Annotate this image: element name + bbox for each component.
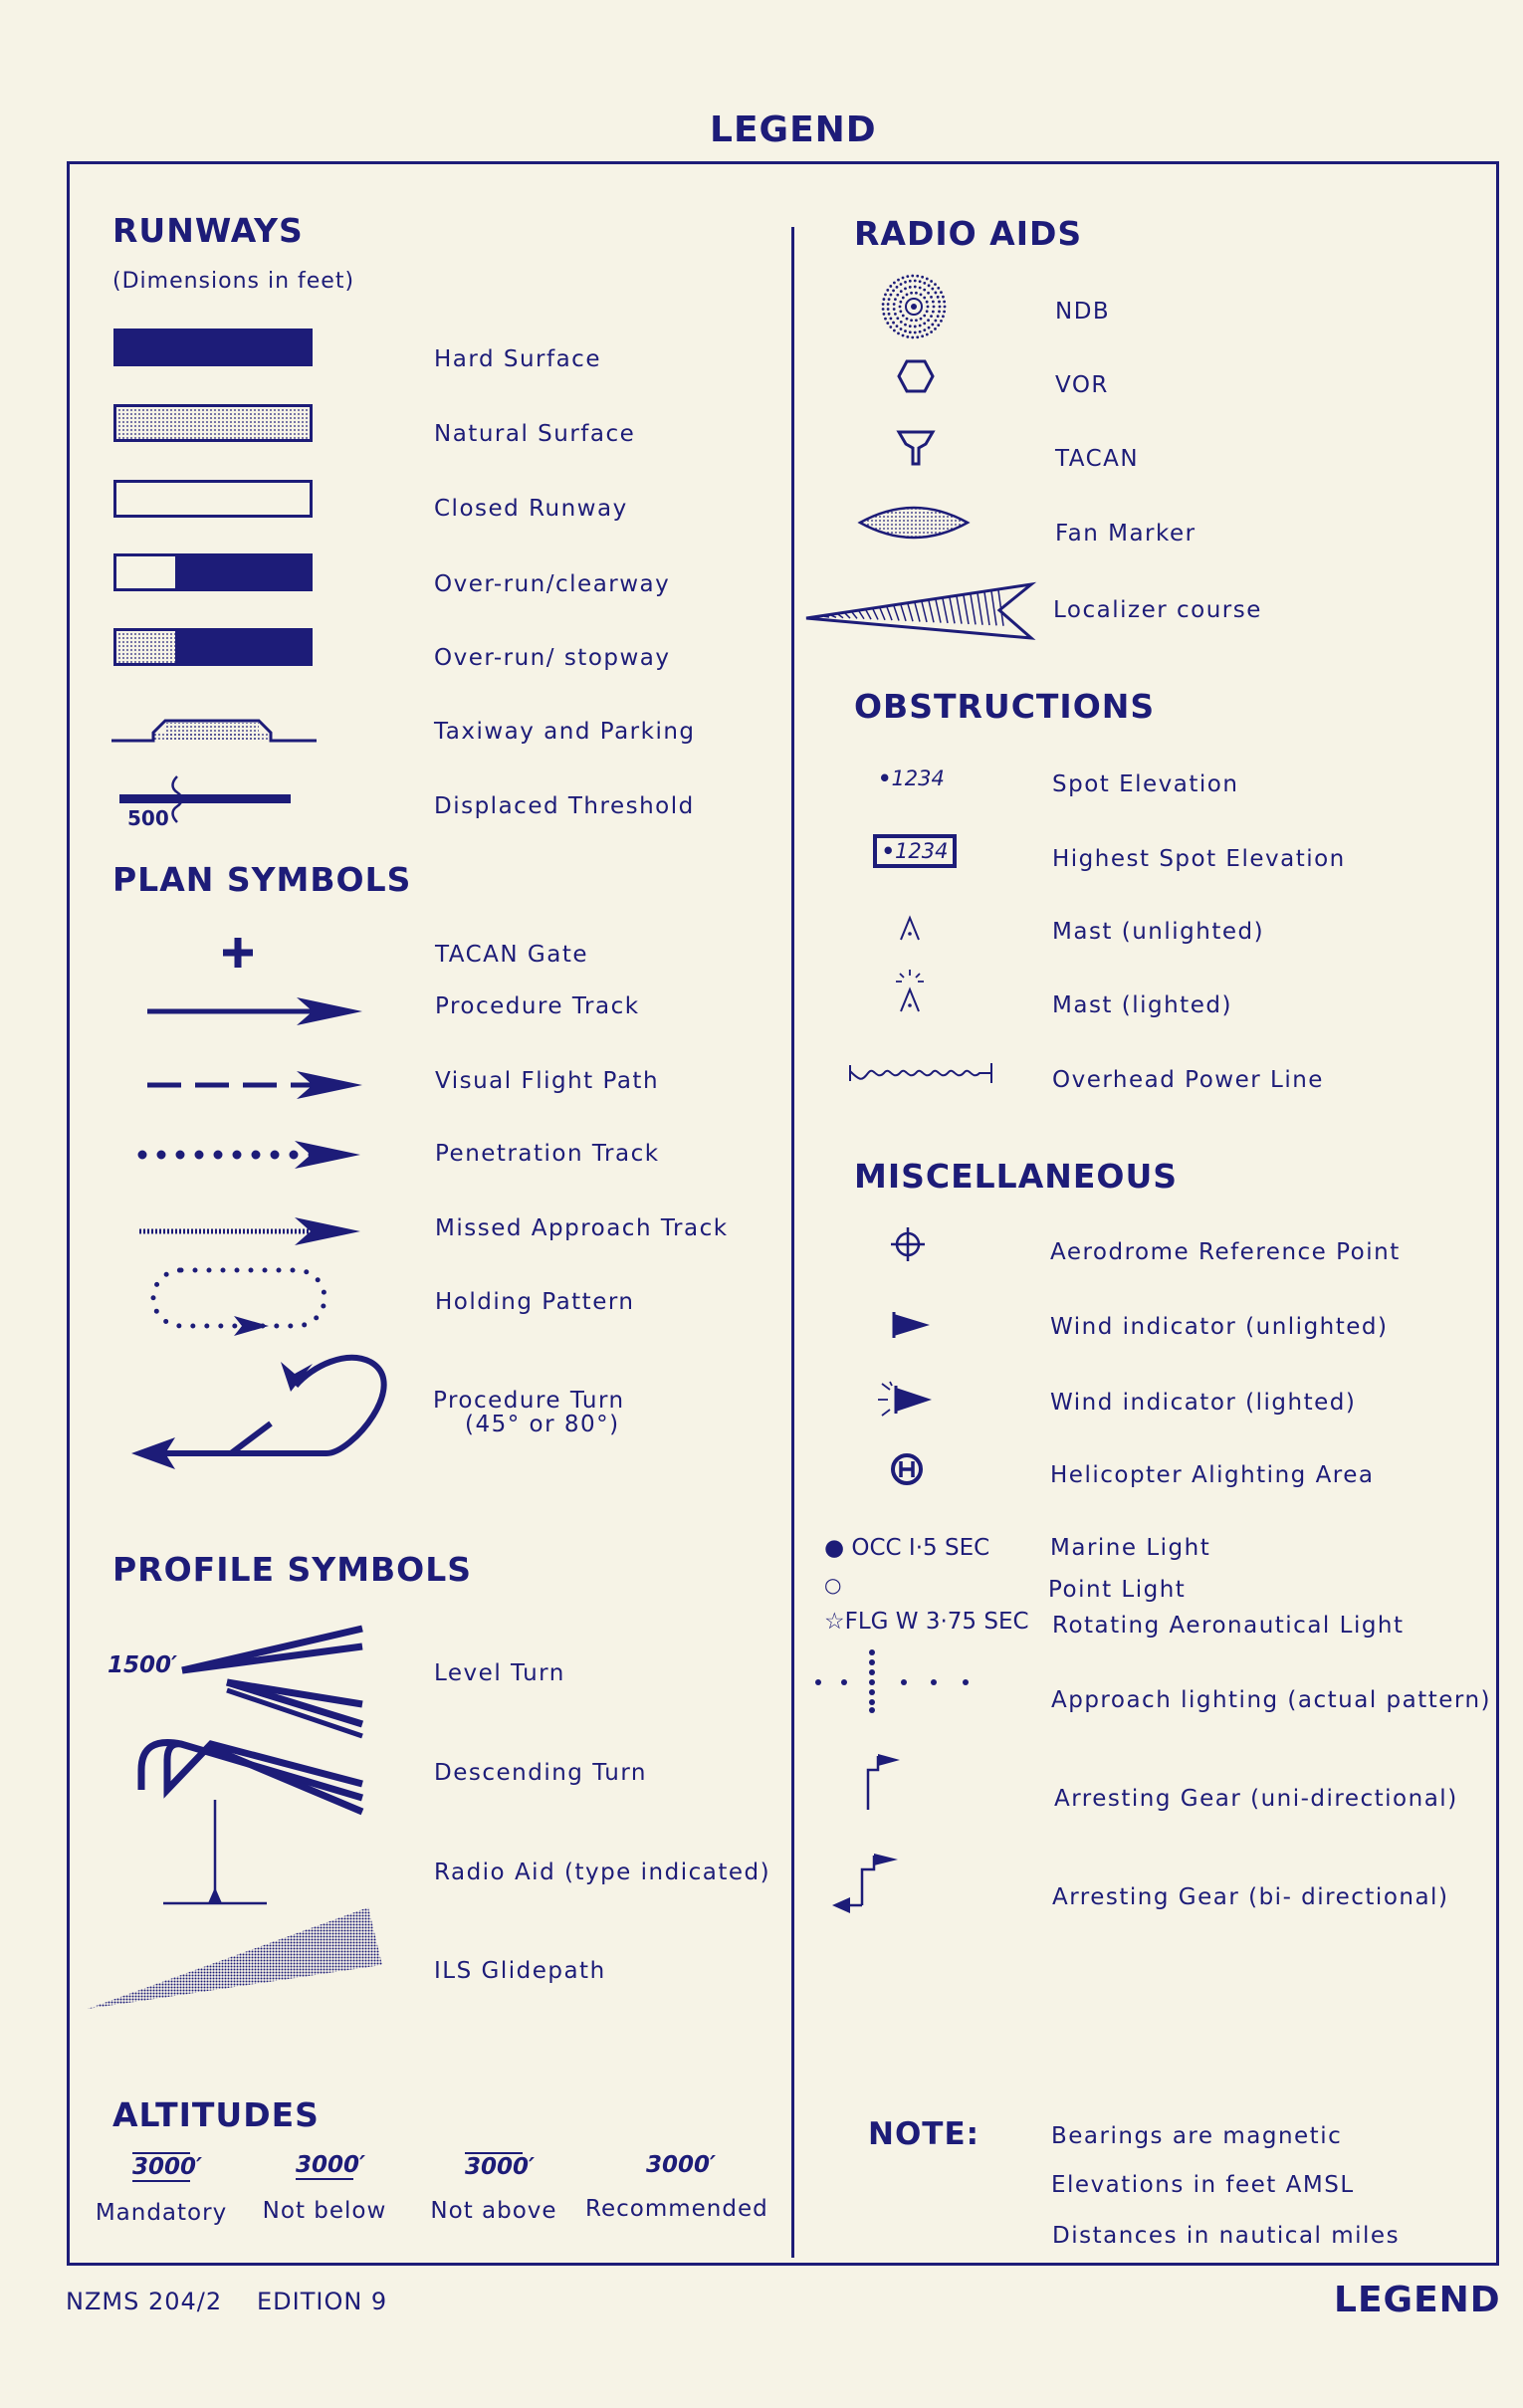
- mast-unlighted-symbol: [898, 914, 922, 942]
- profile-altitude-sample: 1500′: [108, 1652, 178, 1678]
- altitude-value: 3000′: [465, 2154, 536, 2180]
- profile-label-descending-turn: Descending Turn: [434, 1760, 647, 1786]
- procedure-turn-symbol: [131, 1344, 400, 1473]
- hard-surface-symbol: [113, 328, 313, 366]
- spot-value: 1234: [891, 766, 945, 790]
- spot-value: 1234: [894, 839, 949, 863]
- rotating-light-symbol: [824, 1609, 1029, 1635]
- power-line-symbol: [848, 1061, 997, 1087]
- plan-label-holding: Holding Pattern: [435, 1289, 635, 1315]
- misc-label-arp: Aerodrome Reference Point: [1050, 1239, 1401, 1265]
- altitude-label: Recommended: [585, 2196, 768, 2222]
- approach-lighting-symbol: [810, 1648, 979, 1712]
- penetration-track-symbol: [137, 1137, 366, 1173]
- plan-symbols-title: PLAN SYMBOLS: [112, 860, 412, 899]
- procedure-track-symbol: [147, 993, 366, 1029]
- plan-label-tacan-gate: TACAN Gate: [435, 942, 588, 968]
- plan-label-procedure-track: Procedure Track: [435, 993, 640, 1019]
- aerodrome-reference-point-symbol: [890, 1226, 926, 1262]
- runway-label-natural: Natural Surface: [434, 421, 636, 447]
- misc-label-point: Point Light: [1048, 1577, 1187, 1603]
- profile-label-ils: ILS Glidepath: [434, 1958, 606, 1984]
- note-line: Distances in nautical miles: [1052, 2223, 1401, 2249]
- altitude-mandatory: [92, 2152, 231, 2226]
- altitude-label: Not above: [430, 2198, 557, 2224]
- altitude-not-above: [424, 2152, 563, 2224]
- obstruction-label-highest-spot: Highest Spot Elevation: [1052, 846, 1346, 872]
- holding-pattern-symbol: [139, 1264, 338, 1334]
- arresting-gear-uni-symbol: [864, 1752, 904, 1812]
- spot-elevation-symbol: [878, 766, 945, 790]
- radio-aids-title: RADIO AIDS: [854, 214, 1083, 253]
- note-title: NOTE:: [868, 2116, 980, 2152]
- misc-label-arresting-bi: Arresting Gear (bi- directional): [1052, 1884, 1449, 1910]
- misc-label-rotating: Rotating Aeronautical Light: [1052, 1613, 1405, 1639]
- obstructions-title: OBSTRUCTIONS: [854, 687, 1156, 726]
- mast-lighted-symbol: [894, 968, 926, 1013]
- tacan-gate-symbol: [221, 936, 255, 970]
- profile-label-level-turn: Level Turn: [434, 1660, 565, 1686]
- marine-light-dot: ●: [824, 1535, 852, 1561]
- arresting-gear-bi-symbol: [832, 1852, 902, 1911]
- runway-label-clearway: Over-run/clearway: [434, 571, 671, 597]
- wind-indicator-lighted-symbol: [876, 1382, 936, 1418]
- radio-label-vor: VOR: [1055, 372, 1109, 398]
- star-icon: ☆: [824, 1609, 845, 1635]
- profile-label-radio-aid: Radio Aid (type indicated): [434, 1860, 771, 1885]
- obstruction-label-mast-lighted: Mast (lighted): [1052, 992, 1232, 1018]
- misc-label-approach-lighting: Approach lighting (actual pattern): [1051, 1687, 1492, 1713]
- column-divider: [791, 227, 794, 2258]
- obstruction-label-spot: Spot Elevation: [1052, 771, 1239, 797]
- vor-symbol: [898, 358, 934, 394]
- footer-edition: EDITION 9: [257, 2288, 388, 2315]
- plan-label-procedure-turn: Procedure Turn: [433, 1388, 625, 1414]
- altitude-not-below: [255, 2152, 394, 2224]
- altitude-label: Not below: [262, 2198, 387, 2224]
- misc-label-marine: Marine Light: [1050, 1535, 1211, 1561]
- misc-label-wind-unlighted: Wind indicator (unlighted): [1050, 1314, 1389, 1340]
- miscellaneous-title: MISCELLANEOUS: [854, 1157, 1179, 1196]
- natural-surface-symbol: [113, 404, 313, 442]
- radio-label-tacan: TACAN: [1055, 446, 1140, 472]
- threshold-value: 500: [127, 806, 169, 830]
- localizer-course-symbol: [804, 582, 1035, 642]
- altitude-value: 3000′: [132, 2154, 203, 2180]
- highest-spot-symbol: [873, 834, 957, 868]
- runway-label-threshold: Displaced Threshold: [434, 793, 695, 819]
- runways-note: (Dimensions in feet): [112, 269, 355, 294]
- overrun-clearway-symbol: [113, 553, 313, 591]
- obstruction-label-power-line: Overhead Power Line: [1052, 1067, 1324, 1093]
- radio-label-ndb: NDB: [1055, 299, 1111, 325]
- marine-light-symbol: [824, 1535, 989, 1561]
- profile-symbols-title: PROFILE SYMBOLS: [112, 1550, 473, 1589]
- ndb-symbol: [882, 275, 946, 338]
- radio-label-fan-marker: Fan Marker: [1055, 521, 1197, 547]
- spot-dot: •: [878, 766, 892, 790]
- plan-label-penetration: Penetration Track: [435, 1141, 660, 1167]
- wind-indicator-unlighted-symbol: [892, 1312, 932, 1338]
- point-light-symbol: ○: [824, 1573, 842, 1597]
- tacan-symbol: [896, 428, 936, 468]
- altitude-label: Mandatory: [95, 2200, 228, 2226]
- taxiway-symbol: [109, 709, 319, 745]
- obstruction-label-mast-unlighted: Mast (unlighted): [1052, 919, 1265, 945]
- runway-label-stopway: Over-run/ stopway: [434, 645, 671, 671]
- overrun-stopway-symbol: [113, 628, 313, 666]
- altitude-recommended: [585, 2152, 768, 2222]
- misc-label-wind-lighted: Wind indicator (lighted): [1050, 1390, 1357, 1416]
- runway-label-taxiway: Taxiway and Parking: [434, 719, 696, 745]
- ils-glidepath-symbol: [84, 1905, 382, 2015]
- fan-marker-symbol: [858, 503, 970, 543]
- note-line: Bearings are magnetic: [1051, 2123, 1343, 2149]
- radio-aid-profile-symbol: [159, 1800, 269, 1909]
- altitude-value: 3000′: [646, 2152, 717, 2178]
- plan-label-visual-flight: Visual Flight Path: [435, 1068, 660, 1094]
- occ-text: OCC I·5 SEC: [851, 1535, 990, 1561]
- missed-approach-symbol: [139, 1213, 368, 1249]
- procedure-turn-angles: (45° or 80°): [465, 1412, 620, 1437]
- altitude-value: 3000′: [296, 2152, 366, 2178]
- footer-code: NZMS 204/2: [66, 2288, 223, 2315]
- flg-text: FLG W 3·75 SEC: [844, 1609, 1029, 1635]
- radio-label-localizer: Localizer course: [1053, 597, 1262, 623]
- runway-label-closed: Closed Runway: [434, 496, 628, 522]
- spot-dot: •: [881, 839, 895, 863]
- page-title: LEGEND: [710, 109, 877, 150]
- note-line: Elevations in feet AMSL: [1051, 2172, 1355, 2198]
- altitudes-title: ALTITUDES: [112, 2095, 320, 2134]
- closed-runway-symbol: [113, 480, 313, 518]
- runways-title: RUNWAYS: [112, 211, 304, 250]
- misc-label-helicopter: Helicopter Alighting Area: [1050, 1462, 1375, 1488]
- misc-label-arresting-uni: Arresting Gear (uni-directional): [1054, 1786, 1458, 1812]
- helicopter-area-symbol: [890, 1452, 924, 1486]
- runway-label-hard: Hard Surface: [434, 346, 601, 372]
- visual-flight-path-symbol: [147, 1067, 366, 1103]
- footer-title: LEGEND: [1334, 2280, 1501, 2320]
- plan-label-missed-approach: Missed Approach Track: [435, 1215, 729, 1241]
